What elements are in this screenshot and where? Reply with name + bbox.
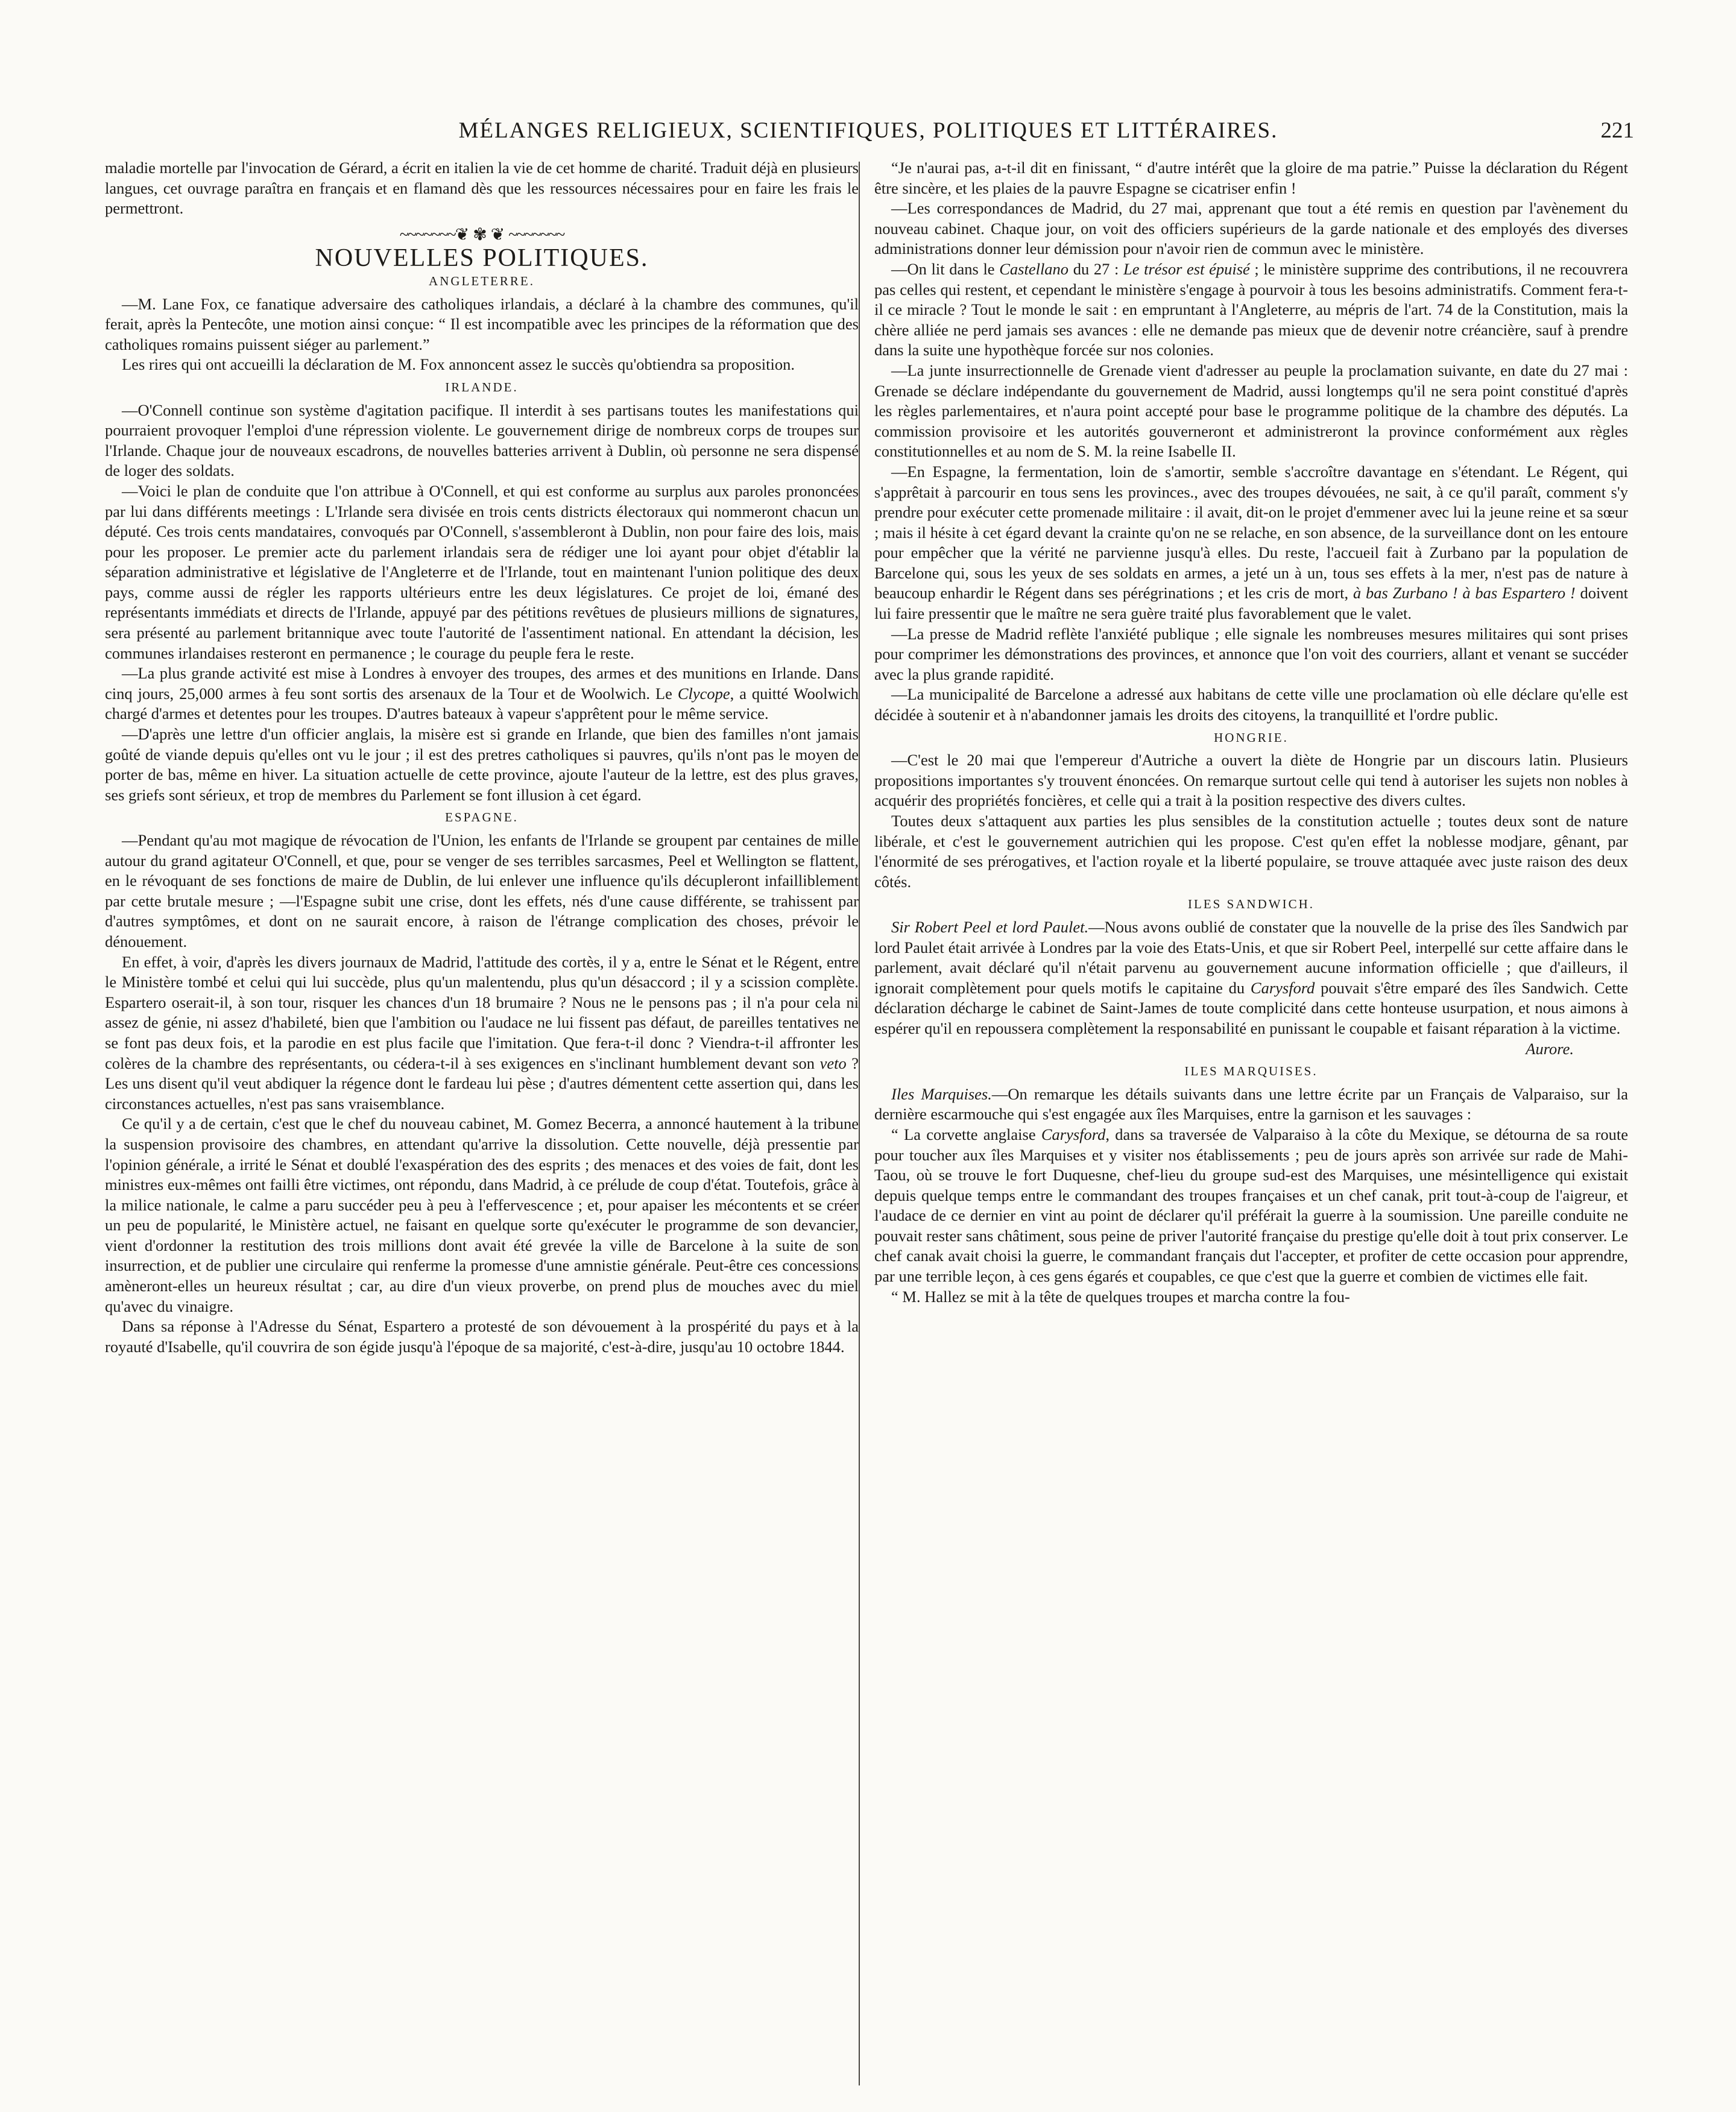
running-header (103, 112, 1634, 148)
country-heading-marquises: ILES MARQUISES. (1184, 1064, 1318, 1079)
article-paragraph: —O'Connell continue son système d'agitation pacifique. Il interdit à ses partisans toutes les manifestations qui pourraient provoquer l'emploi d'une répression violente. Le gouvernement dirige de nombreux corps de troupes sur l'Irlande. Chaque jour de nouveaux escadrons, de nouvelles batteries arrivent à Dublin, où personne ne sera dispensé de loger des soldats. (105, 400, 859, 480)
article-paragraph: Sir Robert Peel et lord Paulet.—Nous avons oublié de constater que la nouvelle de la prise des îles Sandwich par lord Paulet était arrivée à Londres par la voie des Etats-Unis, et que sir Robert Peel, interpellé sur cette affaire dans le parlement, avait déclaré qu'il n'était parvenu au gouvernement aucune information officielle ; que d'ailleurs, il ignorait complètement pour quels motifs le capitaine du Carysford pouvait s'être emparé des îles Sandwich. Cette déclaration décharge le cabinet de Saint-James de toute complicité dans cette honteuse usurpation, et nous aimons à espérer qu'il en repoussera complètement la responsabilité en punissant le coupable et faisant réparation à la victime. (874, 917, 1628, 1037)
country-heading-angleterre: ANGLETERRE. (429, 273, 535, 288)
article-paragraph: Toutes deux s'attaquent aux parties les plus sensibles de la constitution actuelle ; toutes deux sont de nature libérale, et c'est le gouvernement autrichien qui les propose. C'est qu'en effet la noblesse modjare, gênant, par l'énormité de ses prérogatives, et l'action royale et la liberté populaire, se trouve attaquée avec juste raison des deux côtés. (874, 812, 1628, 891)
article-paragraph: —La plus grande activité est mise à Londres à envoyer des troupes, des armes et des munitions en Irlande. Dans cinq jours, 25,000 armes à feu sont sortis des arsenaux de la Tour et de Woolwich. Le Clycope, a quitté Woolwich chargé d'armes et detentes pour les troupes. D'autres bateaux à vapeur s'apprêtent pour le même service. (105, 664, 859, 723)
italic-word: veto (819, 1054, 847, 1072)
article-paragraph: Ce qu'il y a de certain, c'est que le chef du nouveau cabinet, M. Gomez Becerra, a annoncé hautement à la tribune la suspension provisoire des chambres, en attendant qu'arrive la dissolution. Cette nouvelle, déjà pressentie par l'opinion générale, a irrité le Sénat et doublé l'exaspération des des esprits ; des menaces et des voies de fait, dont les ministres eux-mêmes ont failli être victimes, ont répondu, dans Madrid, à ce prélude de coup d'état. Toutefois, grâce à la milice nationale, le calme a paru succéder peu à peu à l'effervescence ; et, pour apaiser les mécontents et se créer un peu de popularité, le Ministère actuel, ne faisant en quelque sorte qu'exécuter le programme de son devancier, vient d'ordonner la restitution des trois millions dont avait été grevée la ville de Barcelone à la suite de son insurrection, et de publier une circulaire qui renferme la promesse d'une amnistie générale. Peut-être ces concessions amèneront-elles un heureux résultat ; car, au dire d'un vieux proverbe, on prend plus de mouches avec du miel qu'avec du vinaigre. (105, 1114, 859, 1315)
continued-paragraph: “Je n'aurai pas, a-t-il dit en finissant, “ d'autre intérêt que la gloire de ma patrie.” Puisse la déclaration du Régent être sincère, et les plaies de la pauvre Espagne se cicatriser enfin ! (874, 159, 1628, 197)
italic-cry: à bas Zurbano ! (1353, 584, 1458, 602)
article-paragraph: —En Espagne, la fermentation, loin de s'amortir, semble s'accroître davantage en s'étendant. Le Régent, qui s'apprêtait à parcourir en tous sens les provinces., avec des troupes dévouées, ne sait, à ce qu'il paraît, comment s'y prendre pour exécuter cette promenade militaire : il avait, dit-on le projet d'emmener avec lui la jeune reine et sa sœur ; mais il hésite à cet égard devant la crainte qu'on ne se relache, en son absence, de la surveillance dont on les entoure pour empêcher que la vérité ne parvienne jusqu'à elles. Du reste, l'accueil fait à Zurbano par la population de Barcelone qui, sous les yeux de ses soldats en armes, a jeté un à un, tous ses effets à la mer, n'est pas de nature à beaucoup enhardir le Régent dans ses pérégrinations ; et les cris de mort, à bas Zurbano ! à bas Espartero ! doivent lui faire pressentir que le maître ne sera guère traité plus favorablement que le valet. (874, 462, 1628, 623)
article-paragraph: —Voici le plan de conduite que l'on attribue à O'Connell, et qui est conforme au surplus aux paroles prononcées par lui dans différents meetings : L'Irlande sera divisée en trois cents districts électoraux qui nommeront chacun un député. Ces trois cents mandataires, convoqués par O'Connell, s'assembleront à Dublin, non pour faire des lois, mais pour les proposer. Le premier acte du parlement irlandais sera de rédiger une loi ayant pour objet d'établir la séparation administrative et législative de l'Angleterre et de l'Irlande, tout en maintenant l'union politique des deux pays, comme aussi de régler les rapports ultérieurs entre les deux législatures. Ce projet de loi, émané des représentants immédiats et directs de l'Irlande, appuyé par des pétitions revêtues de plusieurs millions de signatures, sera présenté au parlement britannique avec toute l'autorité de l'assentiment national. En attendant la décision, les communes irlandaises resteront en permanence ; le courage du peuple fera le reste. (105, 481, 859, 662)
article-paragraph: —La presse de Madrid reflète l'anxiété publique ; elle signale les nombreuses mesures militaires qui sont prises pour comprimer les démonstrations des provinces, et annonce que l'on voit des courriers, allant et venant se succéder avec la plus grande rapidité. (874, 624, 1628, 683)
article-paragraph: Les rires qui ont accueilli la déclaration de M. Fox annoncent assez le succès qu'obtiendra sa proposition. (122, 355, 795, 374)
country-heading-espagne: ESPAGNE. (445, 810, 519, 825)
article-paragraph: —Pendant qu'au mot magique de révocation de l'Union, les enfants de l'Irlande se groupent par centaines de mille autour du grand agitateur O'Connell, et que, pour se venger de ses terribles sarcasmes, Peel et Wellington se flattent, en le révoquant de ses fonctions de maire de Dublin, de lui enlever une influence qu'ils décupleront infailliblement par cette brutale mesure ; —l'Espagne subit une crise, dont les effets, nés d'une cause différente, se trahissent par d'autres symptômes, et dont on ne saurait encore, à raison de l'étrange complication des choses, prévoir le dénouement. (105, 831, 859, 950)
column-divider (859, 162, 860, 2085)
article-paragraph: —Les correspondances de Madrid, du 27 mai, apprenant que tout a été remis en question par l'avènement du nouveau cabinet. Chaque jour, on voit des officiers supérieurs de la garde nationale et des employés des diverses administrations donner leur démission pour n'avoir rien de commun avec le ministère. (874, 199, 1628, 258)
article-paragraph: —D'après une lettre d'un officier anglais, la misère est si grande en Irlande, que bien des familles n'ont jamais goûté de viande depuis qu'elles ont vu le jour ; il est des pretres catholiques si pauvres, qu'ils n'ont pas le moyen de porter de bas, même en hiver. La situation actuelle de cette province, ajoute l'auteur de la lettre, est des plus graves, ses griefs sont sérieux, et trop de membres du Parlement se font illusion à cet égard. (105, 725, 859, 804)
country-heading-hongrie: HONGRIE. (1214, 730, 1289, 745)
continued-paragraph: maladie mortelle par l'invocation de Gérard, a écrit en italien la vie de cet homme de charité. Traduit déjà en plusieurs langues, cet ouvrage paraîtra en français et en flamand dès que les ressources nécessaires pour en faire les frais le permettront. (105, 159, 859, 218)
article-paragraph: —La municipalité de Barcelone a adressé aux habitans de cette ville une proclamation où elle déclare qu'elle est décidée à soutenir et à n'abandonner jamais les droits des citoyens, la tranquillité et l'ordre public. (874, 685, 1628, 724)
ship-name: Clycope (677, 684, 730, 703)
left-column (105, 158, 859, 2088)
section-title: NOUVELLES POLITIQUES. (315, 244, 649, 273)
italic-cry: à bas Espartero ! (1462, 584, 1576, 602)
article-paragraph: —C'est le 20 mai que l'empereur d'Autriche a ouvert la diète de Hongrie par un discours latin. Plusieurs propositions importantes s'y trouvent énoncées. On remarque surtout celle qui tend à autoriser les sujets non nobles à acquérir des propriétés foncières, et celle qui a trait à la position respective des divers cultes. (874, 751, 1628, 810)
ship-name: Carysford (1041, 1125, 1106, 1143)
article-paragraph: “ M. Hallez se mit à la tête de quelques troupes et marcha contre la fou- (891, 1287, 1350, 1306)
italic-quote: Le trésor est épuisé (1123, 259, 1250, 278)
italic-lead: Sir Robert Peel et lord Paulet. (891, 917, 1089, 936)
country-heading-sandwich: ILES SANDWICH. (1188, 897, 1315, 912)
newspaper-name: Castellano (999, 259, 1069, 278)
article-paragraph: “ La corvette anglaise Carysford, dans sa traversée de Valparaiso à la côte du Mexique, se détourna de sa route pour toucher aux îles Marquises et y visiter nos établissements ; peu de jours après son arrivée sur rade de Mahi-Taou, où se trouve le fort Duquesne, chef-lieu du groupe sud-est des Marquises, une mésintelligence qui existait depuis quelque temps entre le commandant des troupes françaises et un chef canak, prit tout-à-coup de l'aigreur, et l'audace de ce dernier en vint au point de déclarer qu'il préférait la guerre à la soumission. Une pareille conduite ne pouvait rester sans châtiment, sous peine de priver l'autorité française du prestige qu'elle doit à tout prix conserver. Le chef canak avait choisi la guerre, le commandant français dut l'accepter, et profiter de cette occasion pour apprendre, par une terrible leçon, à ces gens égarés et coupables, ce que c'est que la guerre et combien de victimes elle fait. (874, 1125, 1628, 1286)
article-paragraph: —On lit dans le Castellano du 27 : Le trésor est épuisé ; le ministère supprime des contributions, il ne recouvrera pas celles qui restent, et cependant le ministère s'engage à pourvoir à tous les besoins administratifs. Comment fera-t-il ce miracle ? Tout le monde le sait : en empruntant à l'Angleterre, au mépris de l'art. 74 de la Constitution, mais la chère alliée ne perd jamais ses avances : elle ne demande pas mieux que de devenir notre créancière, sauf à prendre dans la suite une hypothèque forcée sur nos colonies. (874, 259, 1628, 359)
country-heading-irlande: IRLANDE. (445, 379, 519, 394)
ship-name: Carysford (1250, 978, 1315, 997)
italic-lead: Iles Marquises. (891, 1084, 992, 1103)
ornament-divider: ~~~~~~~❦✾❦~~~~~~~ (399, 225, 564, 244)
page-number: 221 (1600, 118, 1634, 143)
article-paragraph: Iles Marquises.—On remarque les détails suivants dans une lettre écrite par un Français de Valparaiso, sur la dernière escarmouche qui s'est engagée aux îles Marquises, entre la garnison et les sauvages : (874, 1084, 1628, 1124)
running-title: MÉLANGES RELIGIEUX, SCIENTIFIQUES, POLITIQUES ET LITTÉRAIRES. (458, 118, 1278, 143)
article-paragraph: En effet, à voir, d'après les divers journaux de Madrid, l'attitude des cortès, il y a, entre le Sénat et le Régent, entre le Ministère tombé et celui qui lui succède, plus qu'un malentendu, plus qu'un désaccord ; il y a scission complète. Espartero oserait-il, à son tour, risquer les chances d'un 18 brumaire ? Nous ne le pensons pas ; il n'a pour cela ni assez de génie, ni assez d'habileté, bien que l'ambition ou l'audace ne lui fissent pas défaut, de pareilles tentatives ne se font pas deux fois, et la parodie en est plus facile que l'imitation. Que fera-t-il donc ? Viendra-t-il affronter les colères de la chambre des représentants, ou cédera-t-il à ses exigences en s'inclinant humblement devant son veto ? Les uns disent qu'il veut abdiquer la régence dont le fardeau lui pèse ; d'autres démentent cette assertion qui, dans les circonstances actuelles, n'est pas sans vraisemblance. (105, 952, 859, 1113)
source-signoff: Aurore. (1526, 1039, 1574, 1058)
right-column (874, 158, 1628, 2088)
article-paragraph: Dans sa réponse à l'Adresse du Sénat, Espartero a protesté de son dévouement à la prospérité du pays et à la royauté d'Isabelle, qu'il couvrira de son égide jusqu'à l'époque de sa majorité, c'est-à-dire, jusqu'au 10 octobre 1844. (105, 1317, 859, 1356)
article-paragraph: —La junte insurrectionnelle de Grenade vient d'adresser au peuple la proclamation suivante, en date du 27 mai : Grenade se déclare indépendante du gouvernement de Madrid, aussi longtemps qu'il ne sera point constitué d'après les règles parlementaires, et n'aura point accepté pour base le programme politique de la chambre des députés. La commission provisoire et les autorités gouverneront et administreront la province conformément aux règles constitutionnelles et au nom de S. M. la reine Isabelle II. (874, 361, 1628, 461)
article-paragraph: —M. Lane Fox, ce fanatique adversaire des catholiques irlandais, a déclaré à la chambre des communes, qu'il ferait, après la Pentecôte, une motion ainsi conçue: “ Il est incompatible avec les principes de la réformation que des catholiques romains puissent siéger au parlement.” (105, 294, 859, 353)
